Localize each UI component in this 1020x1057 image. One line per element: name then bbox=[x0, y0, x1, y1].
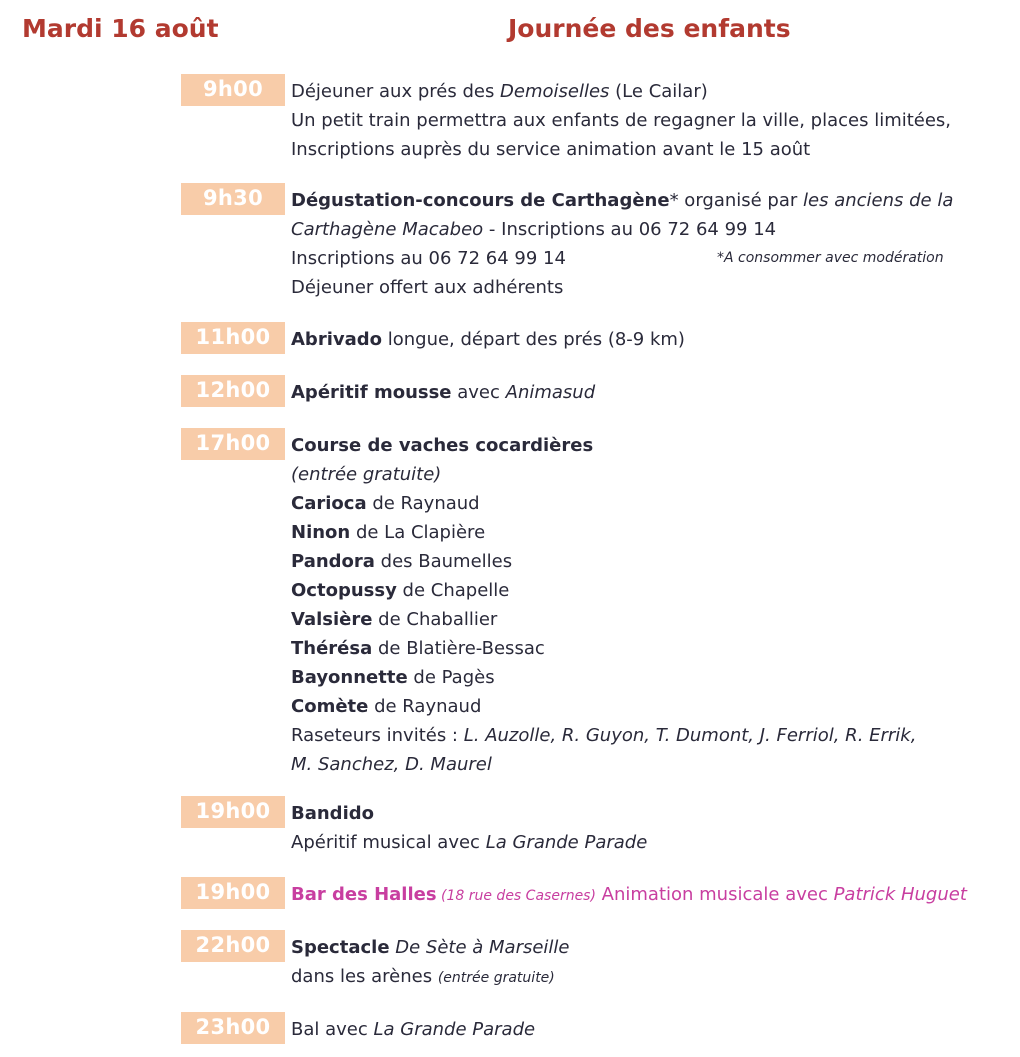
event-text: * organisé par bbox=[669, 190, 804, 211]
day-title: Journée des enfants bbox=[508, 14, 791, 43]
guest-name: La Grande Parade bbox=[373, 1019, 536, 1040]
event-text: Bal avec bbox=[291, 1019, 374, 1040]
cow-herd: de La Clapière bbox=[350, 522, 486, 543]
event-detail: Inscriptions au 06 72 64 99 14 bbox=[291, 248, 566, 269]
time-badge: 19h00 bbox=[181, 796, 285, 828]
organizer: les anciens de la bbox=[803, 190, 954, 211]
guest-name: La Grande Parade bbox=[485, 832, 648, 853]
cow-herd: de Pagès bbox=[407, 667, 495, 688]
time-badge: 23h00 bbox=[181, 1012, 285, 1044]
cow-entry bbox=[291, 692, 1016, 721]
event-text: - Inscriptions au 06 72 64 99 14 bbox=[483, 219, 777, 240]
place-location: (Le Cailar) bbox=[609, 81, 708, 102]
event-title: Apéritif mousse bbox=[291, 382, 452, 403]
venue-address: (18 rue des Casernes) bbox=[436, 888, 596, 904]
organizer: Carthagène Macabeo bbox=[291, 219, 484, 240]
date-heading: Mardi 16 août bbox=[22, 14, 219, 43]
cow-name: Valsière bbox=[291, 609, 373, 630]
event-detail: Inscriptions auprès du service animation avant le 15 août bbox=[291, 139, 811, 160]
cow-name: Ninon bbox=[291, 522, 351, 543]
entry-note: (entrée gratuite) bbox=[437, 970, 555, 986]
event-title: Spectacle bbox=[291, 937, 390, 958]
event-text: Déjeuner aux prés des bbox=[291, 81, 501, 102]
event-detail: Un petit train permettra aux enfants de regagner la ville, places limitées, bbox=[291, 110, 952, 131]
cow-name: Pandora bbox=[291, 551, 375, 572]
event-text: longue, départ des prés (8-9 km) bbox=[382, 329, 685, 350]
cow-entry bbox=[291, 663, 1016, 692]
cow-entry bbox=[291, 547, 1016, 576]
consumption-note: *A consommer avec modération bbox=[717, 250, 944, 266]
guest-name: Animasud bbox=[505, 382, 596, 403]
cow-entry bbox=[291, 605, 1016, 634]
event-title: Dégustation-concours de Carthagène bbox=[291, 190, 670, 211]
event-detail: Déjeuner offert aux adhérents bbox=[291, 277, 564, 298]
cow-entry bbox=[291, 634, 1016, 663]
event-title: Bandido bbox=[291, 803, 374, 824]
cow-herd: de Chaballier bbox=[372, 609, 498, 630]
event-text: avec bbox=[451, 382, 506, 403]
cow-name: Octopussy bbox=[291, 580, 397, 601]
event-subtitle: (entrée gratuite) bbox=[291, 464, 442, 485]
show-name: De Sète à Marseille bbox=[389, 937, 570, 958]
cow-herd: de Raynaud bbox=[366, 493, 480, 514]
raseteurs-label: Raseteurs invités : bbox=[291, 725, 464, 746]
time-badge: 19h00 bbox=[181, 877, 285, 909]
event-detail: Apéritif musical avec bbox=[291, 832, 486, 853]
raseteurs-list: L. Auzolle, R. Guyon, T. Dumont, J. Ferriol, R. Errik, bbox=[463, 725, 917, 746]
time-badge: 12h00 bbox=[181, 375, 285, 407]
cow-name: Thérésa bbox=[291, 638, 373, 659]
time-badge: 11h00 bbox=[181, 322, 285, 354]
cow-herd: des Baumelles bbox=[374, 551, 513, 572]
cow-herd: de Raynaud bbox=[368, 696, 482, 717]
cow-herd: de Blatière-Bessac bbox=[372, 638, 545, 659]
cow-entry bbox=[291, 518, 1016, 547]
event-title: Bar des Halles bbox=[291, 884, 437, 905]
cow-entry bbox=[291, 576, 1016, 605]
time-badge: 17h00 bbox=[181, 428, 285, 460]
place-name: Demoiselles bbox=[500, 81, 610, 102]
cow-entry bbox=[291, 489, 1016, 518]
event-text: Animation musicale avec bbox=[595, 884, 834, 905]
guest-name: Patrick Huguet bbox=[833, 884, 967, 905]
event-title: Course de vaches cocardières bbox=[291, 435, 594, 456]
event-detail: dans les arènes bbox=[291, 966, 438, 987]
cow-herd: de Chapelle bbox=[396, 580, 510, 601]
time-badge: 9h30 bbox=[181, 183, 285, 215]
cow-name: Bayonnette bbox=[291, 667, 408, 688]
cow-name: Comète bbox=[291, 696, 369, 717]
raseteurs-list: M. Sanchez, D. Maurel bbox=[291, 754, 492, 775]
time-badge: 9h00 bbox=[181, 74, 285, 106]
time-badge: 22h00 bbox=[181, 930, 285, 962]
event-title: Abrivado bbox=[291, 329, 382, 350]
cow-name: Carioca bbox=[291, 493, 367, 514]
